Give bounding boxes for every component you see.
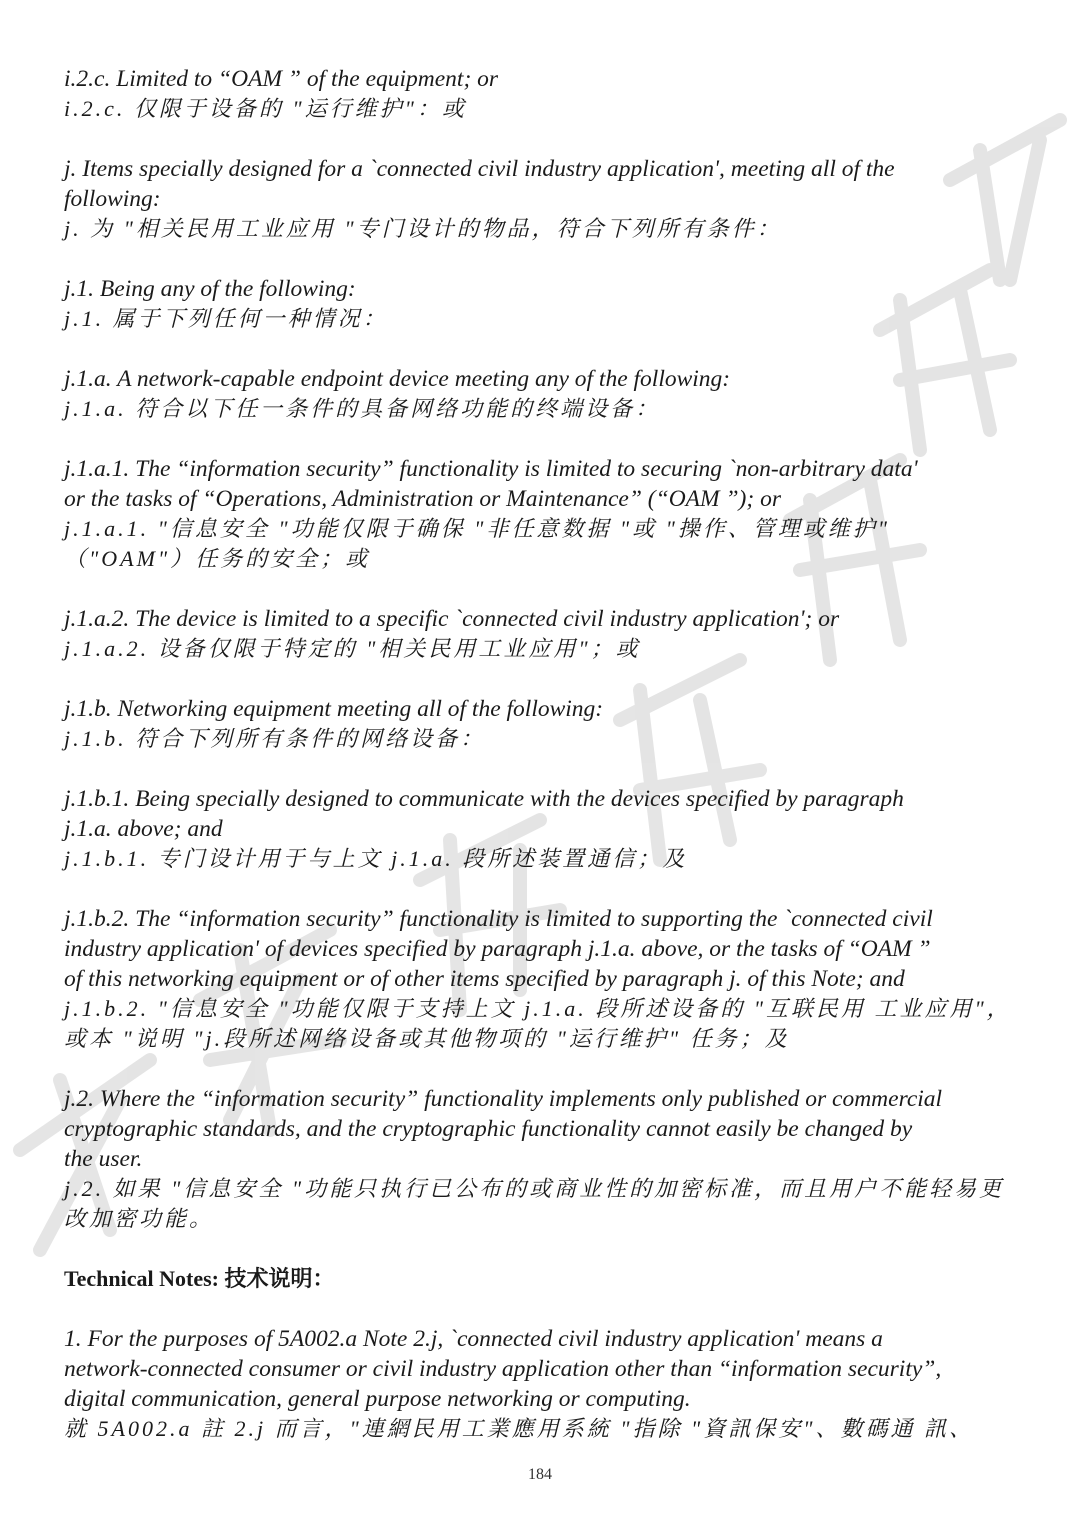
paragraph-i-2-c bbox=[64, 64, 1024, 124]
chinese-line: j.1. 属于下列任何一种情况： bbox=[64, 306, 388, 331]
english-line: j.1.a. above; and bbox=[64, 816, 223, 842]
chinese-line: j.1.a.1. "信息安全 "功能仅限于确保 "非任意数据 "或 "操作、管理或维护" bbox=[64, 516, 891, 541]
english-line: or the tasks of “Operations, Administration or Maintenance” (“OAM ”); or bbox=[64, 486, 781, 512]
english-line: j.1. Being any of the following: bbox=[64, 276, 356, 302]
chinese-line: j. 为 "相关民用工业应用 "专门设计的物品，符合下列所有条件： bbox=[64, 216, 782, 241]
english-line: j.1.b.1. Being specially designed to communicate with the devices specified by paragraph bbox=[64, 786, 904, 812]
english-line: j.1.a.1. The “information security” functionality is limited to securing `non-arbitrary data' bbox=[64, 456, 918, 482]
english-line: i.2.c. Limited to “OAM ” of the equipment; or bbox=[64, 66, 499, 92]
paragraph-j-1-a-1 bbox=[64, 454, 1024, 574]
technical-note-1 bbox=[64, 1324, 1024, 1444]
english-line: j.1.b. Networking equipment meeting all of the following: bbox=[64, 696, 604, 722]
english-line: j.2. Where the “information security” functionality implements only published or commercial bbox=[64, 1086, 943, 1112]
paragraph-j bbox=[64, 154, 1024, 244]
paragraph-j-1-a-2 bbox=[64, 604, 1024, 664]
page-number: 184 bbox=[528, 1466, 552, 1483]
technical-notes-heading: Technical Notes: 技术说明： bbox=[64, 1266, 335, 1291]
paragraph-j-1 bbox=[64, 274, 1024, 334]
english-line: cryptographic standards, and the cryptographic functionality cannot easily be changed by bbox=[64, 1116, 913, 1142]
english-line: following: bbox=[64, 186, 161, 212]
chinese-line: j.1.a.2. 设备仅限于特定的 "相关民用工业应用"；或 bbox=[64, 636, 641, 661]
paragraph-j-1-b-1 bbox=[64, 784, 1024, 874]
english-line: 1. For the purposes of 5A002.a Note 2.j, `connected civil industry application' means a bbox=[64, 1326, 883, 1352]
chinese-line: （"OAM"）任务的安全；或 bbox=[64, 546, 371, 571]
document-content bbox=[64, 64, 1024, 1474]
english-line: j.1.a.2. The device is limited to a specific `connected civil industry application'; or bbox=[64, 606, 840, 632]
english-line: network-connected consumer or civil industry application other than “information security”, bbox=[64, 1356, 942, 1382]
english-line: industry application' of devices specified by paragraph j.1.a. above, or the tasks of “OAM ” bbox=[64, 936, 931, 962]
english-line: j.1.b.2. The “information security” functionality is limited to supporting the `connected civil bbox=[64, 906, 933, 932]
chinese-line: i.2.c. 仅限于设备的 "运行维护"：或 bbox=[64, 96, 467, 121]
chinese-line: j.1.b.1. 专门设计用于与上文 j.1.a. 段所述装置通信；及 bbox=[64, 846, 688, 871]
paragraph-j-2 bbox=[64, 1084, 1024, 1234]
chinese-line: j.1.b. 符合下列所有条件的网络设备： bbox=[64, 726, 486, 751]
chinese-line: j.1.a. 符合以下任一条件的具备网络功能的终端设备： bbox=[64, 396, 661, 421]
english-line: digital communication, general purpose networking or computing. bbox=[64, 1386, 691, 1412]
chinese-line: 就 5A002.a 註 2.j 而言，"連網民用工業應用系統 "指除 "資訊保安"、數碼通 訊、 bbox=[64, 1416, 975, 1441]
english-line: of this networking equipment or of other items specified by paragraph j. of this Note; and bbox=[64, 966, 905, 992]
chinese-line: 改加密功能。 bbox=[64, 1206, 215, 1231]
english-line: j.1.a. A network-capable endpoint device meeting any of the following: bbox=[64, 366, 731, 392]
paragraph-j-1-a bbox=[64, 364, 1024, 424]
paragraph-j-1-b bbox=[64, 694, 1024, 754]
english-line: the user. bbox=[64, 1146, 143, 1172]
chinese-line: 或本 "说明 "j.段所述网络设备或其他物项的 "运行维护" 任务；及 bbox=[64, 1026, 790, 1051]
english-line: j. Items specially designed for a `connected civil industry application', meeting all of the bbox=[64, 156, 895, 182]
chinese-line: j.2. 如果 "信息安全 "功能只执行已公布的或商业性的加密标准，而且用户不能轻易更 bbox=[64, 1176, 1005, 1201]
paragraph-j-1-b-2 bbox=[64, 904, 1024, 1054]
chinese-line: j.1.b.2. "信息安全 "功能仅限于支持上文 j.1.a. 段所述设备的 "互联民用 工业应用"， bbox=[64, 996, 1012, 1021]
